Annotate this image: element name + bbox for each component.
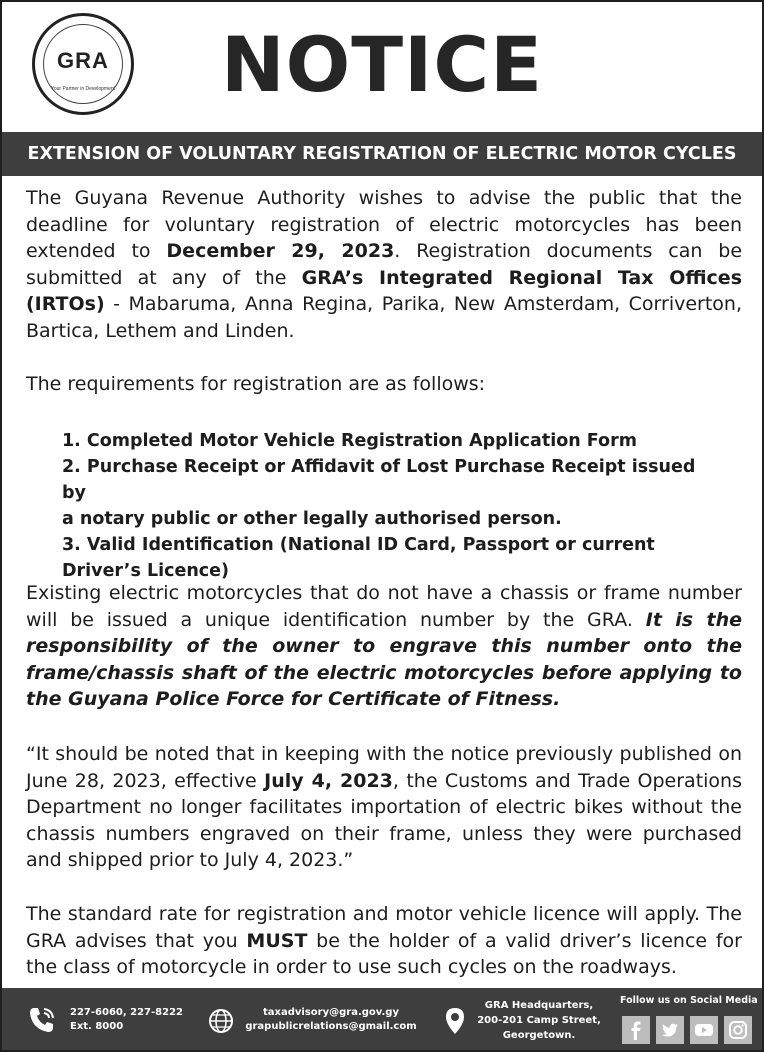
email-addresses: taxadvisory@gra.gov.gy grapublicrelations@gmail.com — [245, 1007, 417, 1032]
page-title: NOTICE — [220, 20, 544, 109]
instagram-icon[interactable] — [724, 1016, 752, 1044]
closing-text-1: The standard rate for registration and motor vehicle licence will apply. The GRA advises that you — [26, 903, 742, 952]
intro-paragraph — [26, 185, 742, 344]
intro-text-2: . Registration documents can be submitted at any of the — [26, 240, 743, 289]
list-item: Driver’s Licence) — [62, 561, 230, 581]
list-item: a notary public or other legally authorised person. — [62, 509, 562, 529]
logo-tagline: Your Partner in Development — [50, 86, 116, 92]
phone-numbers: 227-6060, 227-8222 Ext. 8000 — [70, 1007, 183, 1032]
youtube-icon[interactable] — [690, 1016, 718, 1044]
phone-icon — [26, 1004, 58, 1036]
requirements-list — [62, 428, 722, 584]
facebook-icon[interactable] — [622, 1016, 650, 1044]
effective-date: July 4, 2023 — [264, 769, 393, 792]
quote-text-1: “It should be noted that in keeping with the notice previously published on June 28, 2023, effective — [26, 743, 742, 792]
requirements-lead: The requirements for registration are as follows: — [26, 373, 486, 395]
logo-text: GRA — [57, 48, 109, 73]
owner-responsibility: It is the responsibility of the owner to engrave this number onto the frame/chassis shaft of the electric motorcycles before applying to the Guyana Police Force for Certificate of Fitness. — [26, 608, 743, 710]
quote-paragraph — [26, 741, 742, 874]
twitter-icon[interactable] — [656, 1016, 684, 1044]
list-item: 2. Purchase Receipt or Affidavit of Lost Purchase Receipt issued by — [62, 457, 696, 503]
existing-text: Existing electric motorcycles that do not have a chassis or frame number will be issued a unique identification number by the GRA. — [26, 582, 742, 631]
gra-logo — [32, 13, 134, 115]
deadline-date: December 29, 2023 — [166, 240, 395, 262]
location-pin-icon — [444, 1006, 466, 1036]
social-media-label: Follow us on Social Media — [620, 995, 758, 1006]
footer — [2, 988, 762, 1052]
closing-text-2: be the holder of a valid driver’s licence for the class of motorcycle in order to use such cycles on the roadways. — [26, 929, 742, 978]
list-item: 3. Valid Identification (National ID Card, Passport or current — [62, 535, 655, 555]
quote-text-2: , the Customs and Trade Operations Department no longer facilitates importation of electric bikes without the chassis numbers engraved on their frame, unless they were purchased and shipped prior to July 4, 2023.” — [26, 769, 742, 871]
must-emphasis: MUST — [246, 929, 308, 952]
header — [2, 2, 762, 130]
irto-offices: GRA’s Integrated Regional Tax Offices (IRTOs) — [26, 266, 742, 315]
intro-text-1: The Guyana Revenue Authority wishes to advise the public that the deadline for voluntary registration of electric motorcycles has been extended to — [26, 187, 742, 262]
list-item: 1. Completed Motor Vehicle Registration Application Form — [62, 431, 637, 451]
headquarters-address: GRA Headquarters, 200-201 Camp Street, Georgetown. — [477, 1000, 601, 1041]
globe-icon — [208, 1008, 234, 1034]
existing-paragraph — [26, 580, 742, 713]
intro-text-3: - Mabaruma, Anna Regina, Parika, New Amsterdam, Corriverton, Bartica, Lethem and Linden. — [26, 293, 742, 342]
banner-heading: EXTENSION OF VOLUNTARY REGISTRATION OF ELECTRIC MOTOR CYCLES — [2, 132, 762, 176]
closing-paragraph — [26, 901, 742, 981]
